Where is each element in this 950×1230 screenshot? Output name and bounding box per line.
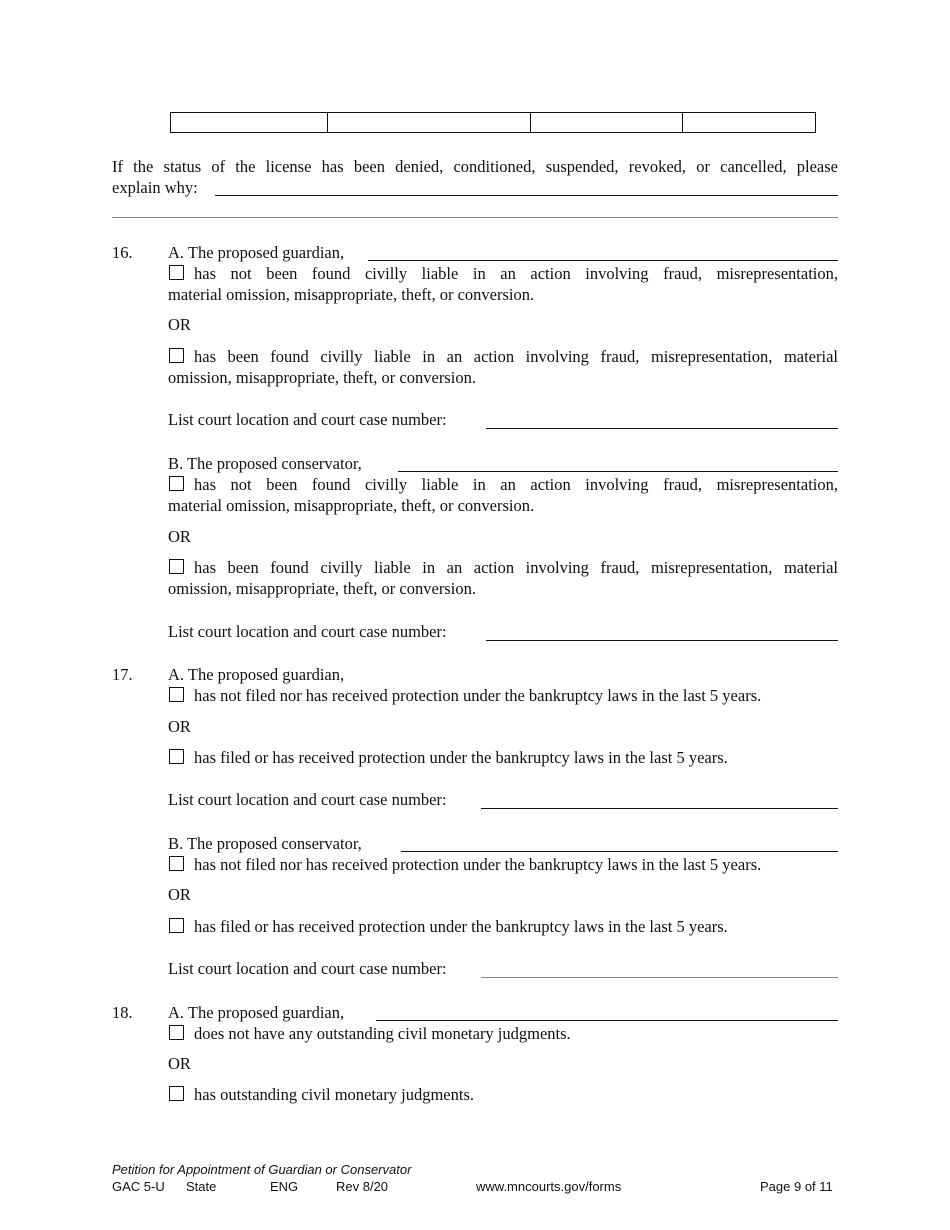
license-table — [170, 112, 816, 133]
q16a-liable-text-2: omission, misappropriate, theft, or conversion. — [168, 368, 476, 387]
q17a-not-filed-text: has not filed nor has received protection under the bankruptcy laws in the last 5 years. — [194, 686, 762, 705]
license-explain-line2: explain why: — [112, 178, 198, 197]
q17a-not-filed-checkbox[interactable] — [169, 687, 184, 702]
footer-url[interactable]: www.mncourts.gov/forms — [476, 1179, 622, 1194]
q17b-filed-checkbox[interactable] — [169, 918, 184, 933]
q16a-liable-checkbox[interactable] — [169, 348, 184, 363]
q16a-liable-text: has been found civilly liable in an action involving fraud, misrepresentation, material — [194, 347, 838, 366]
q17b-list-label: List court location and court case number: — [168, 959, 447, 978]
q17b-filed-text: has filed or has received protection under the bankruptcy laws in the last 5 years. — [194, 917, 728, 936]
q16a-guardian-name-field[interactable] — [368, 260, 838, 261]
q17b-conservator-name-field[interactable] — [401, 851, 838, 852]
q17a-filed-text: has filed or has received protection under the bankruptcy laws in the last 5 years. — [194, 748, 728, 767]
q17-number: 17. — [112, 665, 133, 684]
footer-state: State — [186, 1179, 217, 1194]
q18a-or: OR — [168, 1054, 191, 1073]
q18a-label: A. The proposed guardian, — [168, 1003, 345, 1022]
explain-input-line-2[interactable] — [112, 217, 838, 218]
q16b-liable-text-2: omission, misappropriate, theft, or conversion. — [168, 579, 476, 598]
footer-rev: Rev 8/20 — [336, 1179, 389, 1194]
license-table-cell[interactable] — [171, 113, 328, 133]
footer-form-code: GAC 5-U — [112, 1179, 165, 1194]
q16b-liable-checkbox[interactable] — [169, 559, 184, 574]
q16b-or: OR — [168, 527, 191, 546]
license-explain-line1: If the status of the license has been denied, conditioned, suspended, revoked, or cancelled, please — [112, 157, 838, 176]
explain-input-line[interactable] — [215, 195, 838, 196]
q18a-guardian-name-field[interactable] — [376, 1020, 838, 1021]
q18a-no-judgments-text: does not have any outstanding civil monetary judgments. — [194, 1024, 571, 1043]
license-table-cell[interactable] — [683, 113, 816, 133]
q17a-court-case-field[interactable] — [481, 808, 838, 809]
q16a-not-liable-text-2: material omission, misappropriate, theft, or conversion. — [168, 285, 535, 304]
q16a-not-liable-text: has not been found civilly liable in an action involving fraud, misrepresentation, — [194, 264, 838, 283]
q16a-label: A. The proposed guardian, — [168, 243, 345, 262]
q16b-not-liable-text: has not been found civilly liable in an action involving fraud, misrepresentation, — [194, 475, 838, 494]
q16a-list-label: List court location and court case number: — [168, 410, 447, 429]
q16b-court-case-field[interactable] — [486, 640, 838, 641]
q16a-not-liable-checkbox[interactable] — [169, 265, 184, 280]
q17b-label: B. The proposed conservator, — [168, 834, 362, 853]
q16a-or: OR — [168, 315, 191, 334]
q17b-or: OR — [168, 885, 191, 904]
q16b-label: B. The proposed conservator, — [168, 454, 362, 473]
q17a-label: A. The proposed guardian, — [168, 665, 345, 684]
q17b-court-case-field[interactable] — [481, 977, 838, 978]
q16-number: 16. — [112, 243, 133, 262]
q17b-not-filed-checkbox[interactable] — [169, 856, 184, 871]
q16b-conservator-name-field[interactable] — [398, 471, 838, 472]
footer-page-number: Page 9 of 11 — [760, 1179, 833, 1194]
q18-number: 18. — [112, 1003, 133, 1022]
q18a-no-judgments-checkbox[interactable] — [169, 1025, 184, 1040]
q16b-liable-text: has been found civilly liable in an action involving fraud, misrepresentation, material — [194, 558, 838, 577]
q17a-list-label: List court location and court case number: — [168, 790, 447, 809]
q18a-has-judgments-text: has outstanding civil monetary judgments. — [194, 1085, 475, 1104]
license-table-cell[interactable] — [531, 113, 683, 133]
q16b-list-label: List court location and court case number: — [168, 622, 447, 641]
footer-lang: ENG — [270, 1179, 299, 1194]
q18a-has-judgments-checkbox[interactable] — [169, 1086, 184, 1101]
q16a-court-case-field[interactable] — [486, 428, 838, 429]
q16b-not-liable-checkbox[interactable] — [169, 476, 184, 491]
q17a-filed-checkbox[interactable] — [169, 749, 184, 764]
q17b-not-filed-text: has not filed nor has received protection under the bankruptcy laws in the last 5 years. — [194, 855, 762, 874]
license-table-cell[interactable] — [328, 113, 531, 133]
footer-form-title: Petition for Appointment of Guardian or Conservator — [112, 1162, 412, 1177]
q17a-or: OR — [168, 717, 191, 736]
q16b-not-liable-text-2: material omission, misappropriate, theft, or conversion. — [168, 496, 535, 515]
